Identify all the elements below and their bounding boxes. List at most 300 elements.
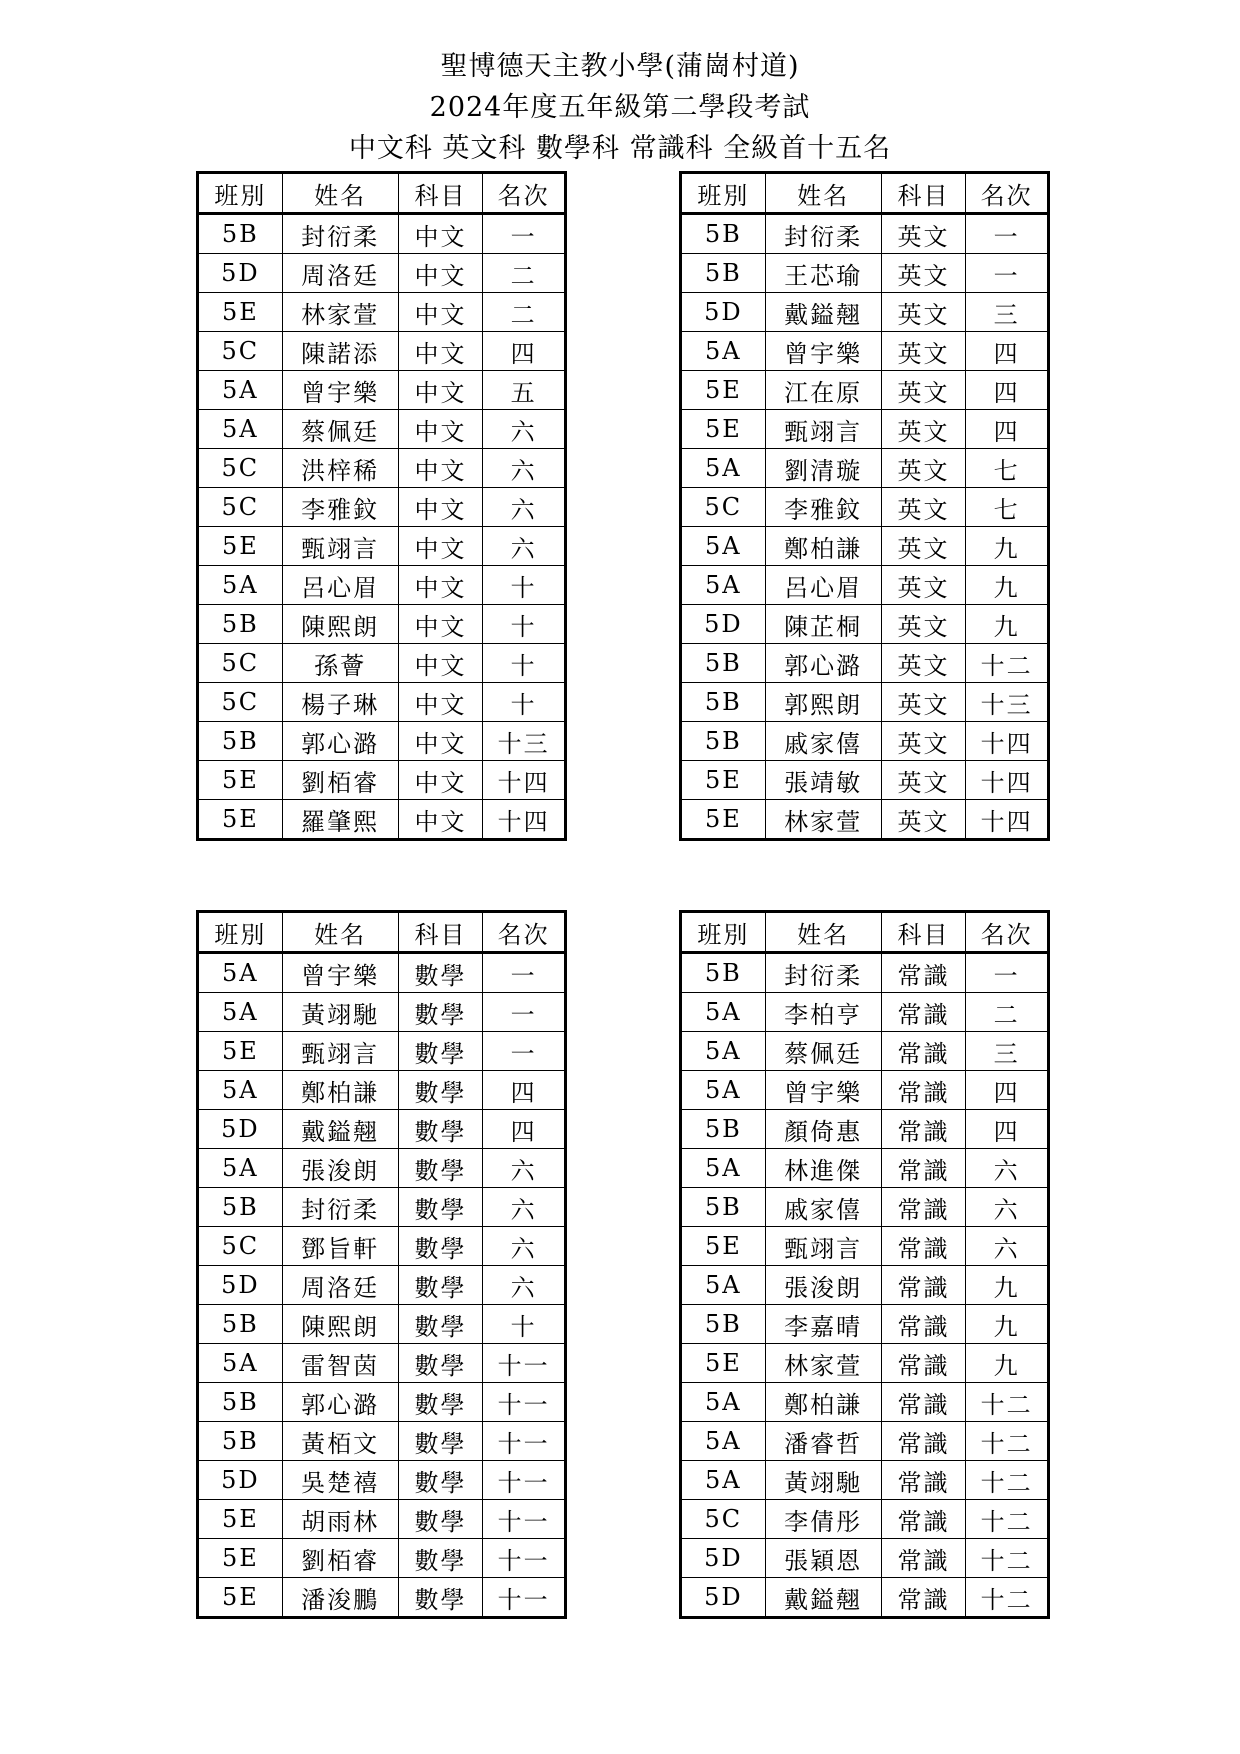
rank-cell: 四 <box>483 1071 566 1110</box>
subject-cell: 英文 <box>881 761 966 800</box>
name-cell: 封衍柔 <box>765 214 881 254</box>
subject-cell: 中文 <box>398 214 483 254</box>
class-cell: 5B <box>681 722 766 761</box>
table-row <box>198 527 566 566</box>
rank-cell: 一 <box>966 953 1049 993</box>
class-cell: 5B <box>681 214 766 254</box>
class-cell: 5A <box>681 332 766 371</box>
class-cell: 5E <box>198 800 283 840</box>
class-cell: 5A <box>681 566 766 605</box>
name-cell: 戚家僖 <box>765 722 881 761</box>
table-row <box>681 1071 1049 1110</box>
column-header: 科目 <box>398 912 483 953</box>
table-row <box>681 683 1049 722</box>
name-cell: 陳熙朗 <box>282 605 398 644</box>
class-cell: 5B <box>681 683 766 722</box>
column-header: 班別 <box>681 912 766 953</box>
class-cell: 5B <box>681 254 766 293</box>
column-header: 名次 <box>483 173 566 214</box>
table-row <box>198 371 566 410</box>
table-row <box>681 1422 1049 1461</box>
name-cell: 顏倚惠 <box>765 1110 881 1149</box>
subject-cell: 常識 <box>881 1461 966 1500</box>
subject-cell: 中文 <box>398 722 483 761</box>
class-cell: 5B <box>681 1305 766 1344</box>
table-row <box>198 254 566 293</box>
class-cell: 5A <box>681 993 766 1032</box>
table-row <box>681 1344 1049 1383</box>
name-cell: 封衍柔 <box>282 214 398 254</box>
rank-cell: 十一 <box>483 1422 566 1461</box>
table-row <box>198 1227 566 1266</box>
subject-cell: 英文 <box>881 605 966 644</box>
rank-cell: 十 <box>483 644 566 683</box>
subject-cell: 英文 <box>881 644 966 683</box>
class-cell: 5D <box>681 293 766 332</box>
class-cell: 5B <box>681 1188 766 1227</box>
english-ranking-table <box>679 171 1050 841</box>
rank-cell: 十三 <box>483 722 566 761</box>
name-cell: 陳諾添 <box>282 332 398 371</box>
table-row <box>198 1383 566 1422</box>
name-cell: 林家萱 <box>765 800 881 840</box>
column-header: 名次 <box>966 173 1049 214</box>
table-row <box>198 449 566 488</box>
name-cell: 楊子琳 <box>282 683 398 722</box>
name-cell: 封衍柔 <box>765 953 881 993</box>
column-header: 名次 <box>483 912 566 953</box>
name-cell: 戴鎰翹 <box>765 293 881 332</box>
rank-cell: 九 <box>966 566 1049 605</box>
rank-cell: 六 <box>483 488 566 527</box>
class-cell: 5C <box>681 488 766 527</box>
subject-cell: 數學 <box>398 1227 483 1266</box>
table-row <box>681 293 1049 332</box>
rank-cell: 十四 <box>483 761 566 800</box>
column-header: 科目 <box>398 173 483 214</box>
class-cell: 5D <box>198 254 283 293</box>
table-row <box>681 644 1049 683</box>
class-cell: 5A <box>198 1149 283 1188</box>
subject-cell: 常識 <box>881 1500 966 1539</box>
subject-cell: 英文 <box>881 214 966 254</box>
class-cell: 5A <box>198 1344 283 1383</box>
subject-cell: 英文 <box>881 683 966 722</box>
class-cell: 5B <box>198 214 283 254</box>
class-cell: 5A <box>198 953 283 993</box>
class-cell: 5D <box>681 1578 766 1618</box>
rank-cell: 十一 <box>483 1461 566 1500</box>
name-cell: 甄翊言 <box>282 527 398 566</box>
subject-cell: 中文 <box>398 605 483 644</box>
class-cell: 5A <box>681 1032 766 1071</box>
class-cell: 5B <box>198 1305 283 1344</box>
table-row <box>198 953 566 993</box>
subject-cell: 常識 <box>881 1227 966 1266</box>
name-cell: 鄧旨軒 <box>282 1227 398 1266</box>
table-row <box>681 1383 1049 1422</box>
subject-cell: 常識 <box>881 1383 966 1422</box>
rank-cell: 十 <box>483 566 566 605</box>
table-row <box>681 1578 1049 1618</box>
rank-cell: 五 <box>483 371 566 410</box>
subject-cell: 數學 <box>398 1578 483 1618</box>
table-row <box>198 1539 566 1578</box>
rank-cell: 四 <box>483 1110 566 1149</box>
subject-cell: 中文 <box>398 371 483 410</box>
subject-cell: 數學 <box>398 1188 483 1227</box>
name-cell: 羅肇熙 <box>282 800 398 840</box>
class-cell: 5A <box>681 1383 766 1422</box>
name-cell: 劉栢睿 <box>282 761 398 800</box>
class-cell: 5C <box>198 449 283 488</box>
table-row <box>681 527 1049 566</box>
table-row <box>198 488 566 527</box>
rank-cell: 十二 <box>966 1383 1049 1422</box>
rank-cell: 一 <box>483 953 566 993</box>
math-ranking-table <box>196 910 567 1619</box>
table-row <box>198 214 566 254</box>
subject-cell: 中文 <box>398 488 483 527</box>
column-header: 名次 <box>966 912 1049 953</box>
name-cell: 張浚朗 <box>282 1149 398 1188</box>
name-cell: 周洛廷 <box>282 1266 398 1305</box>
table-header-row <box>681 912 1049 953</box>
column-header: 姓名 <box>765 173 881 214</box>
name-cell: 曾宇樂 <box>765 1071 881 1110</box>
class-cell: 5B <box>198 1383 283 1422</box>
subject-cell: 數學 <box>398 1305 483 1344</box>
rank-cell: 十 <box>483 605 566 644</box>
table-row <box>681 1032 1049 1071</box>
table-row <box>198 1032 566 1071</box>
rank-cell: 十一 <box>483 1500 566 1539</box>
table-row <box>681 1266 1049 1305</box>
table-row <box>198 566 566 605</box>
rank-cell: 四 <box>966 1110 1049 1149</box>
name-cell: 李雅鈫 <box>765 488 881 527</box>
subject-cell: 常識 <box>881 1266 966 1305</box>
document-header <box>0 46 1240 169</box>
class-cell: 5E <box>198 1500 283 1539</box>
name-cell: 林家萱 <box>282 293 398 332</box>
ranking-subtitle: 中文科 英文科 數學科 常識科 全級首十五名 <box>348 133 892 164</box>
column-header: 班別 <box>198 912 283 953</box>
subject-cell: 常識 <box>881 1110 966 1149</box>
class-cell: 5E <box>198 293 283 332</box>
class-cell: 5C <box>198 332 283 371</box>
name-cell: 郭心潞 <box>282 1383 398 1422</box>
name-cell: 甄翊言 <box>282 1032 398 1071</box>
name-cell: 黃翊馳 <box>765 1461 881 1500</box>
rank-cell: 一 <box>483 1032 566 1071</box>
subject-cell: 常識 <box>881 1578 966 1618</box>
rank-cell: 七 <box>966 488 1049 527</box>
table-row <box>198 993 566 1032</box>
rank-cell: 十三 <box>966 683 1049 722</box>
name-cell: 胡雨林 <box>282 1500 398 1539</box>
name-cell: 張浚朗 <box>765 1266 881 1305</box>
subject-cell: 英文 <box>881 254 966 293</box>
rank-cell: 二 <box>966 993 1049 1032</box>
class-cell: 5A <box>681 1071 766 1110</box>
class-cell: 5B <box>198 1188 283 1227</box>
rank-cell: 六 <box>483 449 566 488</box>
class-cell: 5B <box>198 722 283 761</box>
name-cell: 洪梓稀 <box>282 449 398 488</box>
subject-cell: 常識 <box>881 1149 966 1188</box>
rank-cell: 三 <box>966 1032 1049 1071</box>
table-row <box>198 1422 566 1461</box>
subject-cell: 數學 <box>398 1539 483 1578</box>
column-header: 科目 <box>881 912 966 953</box>
table-row <box>198 1071 566 1110</box>
subject-cell: 中文 <box>398 761 483 800</box>
table-row <box>198 800 566 840</box>
subject-cell: 英文 <box>881 410 966 449</box>
table-row <box>198 1266 566 1305</box>
table-row <box>198 1110 566 1149</box>
subject-cell: 英文 <box>881 566 966 605</box>
rank-cell: 十二 <box>966 1578 1049 1618</box>
class-cell: 5B <box>198 605 283 644</box>
subject-cell: 常識 <box>881 1422 966 1461</box>
rank-cell: 一 <box>483 993 566 1032</box>
rank-cell: 十 <box>483 683 566 722</box>
table-row <box>681 254 1049 293</box>
rank-cell: 十一 <box>483 1578 566 1618</box>
class-cell: 5A <box>198 371 283 410</box>
name-cell: 李倩彤 <box>765 1500 881 1539</box>
subject-cell: 中文 <box>398 527 483 566</box>
subject-cell: 中文 <box>398 566 483 605</box>
rank-cell: 六 <box>483 527 566 566</box>
subject-cell: 英文 <box>881 527 966 566</box>
subject-cell: 英文 <box>881 449 966 488</box>
class-cell: 5D <box>681 1539 766 1578</box>
class-cell: 5A <box>198 1071 283 1110</box>
subject-cell: 中文 <box>398 449 483 488</box>
name-cell: 李柏亨 <box>765 993 881 1032</box>
subject-cell: 英文 <box>881 488 966 527</box>
name-cell: 吳楚禧 <box>282 1461 398 1500</box>
rank-cell: 四 <box>966 1071 1049 1110</box>
class-cell: 5E <box>681 761 766 800</box>
subject-cell: 中文 <box>398 332 483 371</box>
rank-cell: 二 <box>483 254 566 293</box>
table-row <box>681 1305 1049 1344</box>
name-cell: 劉栢睿 <box>282 1539 398 1578</box>
rank-cell: 九 <box>966 1344 1049 1383</box>
subject-cell: 數學 <box>398 1149 483 1188</box>
subject-cell: 常識 <box>881 953 966 993</box>
table-row <box>681 214 1049 254</box>
class-cell: 5A <box>681 1461 766 1500</box>
rank-cell: 三 <box>966 293 1049 332</box>
table-row <box>681 1188 1049 1227</box>
name-cell: 陳熙朗 <box>282 1305 398 1344</box>
class-cell: 5E <box>198 761 283 800</box>
rank-cell: 一 <box>966 254 1049 293</box>
class-cell: 5E <box>681 410 766 449</box>
rank-cell: 九 <box>966 605 1049 644</box>
name-cell: 張穎恩 <box>765 1539 881 1578</box>
table-row <box>681 761 1049 800</box>
class-cell: 5C <box>198 488 283 527</box>
subject-cell: 數學 <box>398 1266 483 1305</box>
column-header: 姓名 <box>282 173 398 214</box>
table-row <box>198 293 566 332</box>
rank-cell: 四 <box>966 410 1049 449</box>
table-row <box>198 1461 566 1500</box>
class-cell: 5E <box>198 1539 283 1578</box>
subject-cell: 英文 <box>881 800 966 840</box>
rank-cell: 一 <box>966 214 1049 254</box>
name-cell: 鄭柏謙 <box>765 1383 881 1422</box>
column-header: 姓名 <box>282 912 398 953</box>
table-header-row <box>681 173 1049 214</box>
name-cell: 江在原 <box>765 371 881 410</box>
name-cell: 黃翊馳 <box>282 993 398 1032</box>
name-cell: 周洛廷 <box>282 254 398 293</box>
subject-cell: 常識 <box>881 1071 966 1110</box>
subject-cell: 英文 <box>881 332 966 371</box>
subject-cell: 常識 <box>881 1188 966 1227</box>
rank-cell: 一 <box>483 214 566 254</box>
class-cell: 5E <box>681 1344 766 1383</box>
rank-cell: 十四 <box>483 800 566 840</box>
rank-cell: 十四 <box>966 761 1049 800</box>
class-cell: 5B <box>681 644 766 683</box>
name-cell: 蔡佩廷 <box>282 410 398 449</box>
name-cell: 曾宇樂 <box>765 332 881 371</box>
class-cell: 5C <box>198 683 283 722</box>
table-row <box>681 605 1049 644</box>
name-cell: 郭心潞 <box>765 644 881 683</box>
table-row <box>681 410 1049 449</box>
table-row <box>198 605 566 644</box>
class-cell: 5E <box>681 371 766 410</box>
class-cell: 5B <box>681 953 766 993</box>
table-row <box>681 488 1049 527</box>
subject-cell: 數學 <box>398 993 483 1032</box>
class-cell: 5E <box>198 1578 283 1618</box>
rank-cell: 六 <box>483 1188 566 1227</box>
table-header-row <box>198 173 566 214</box>
subject-cell: 數學 <box>398 1344 483 1383</box>
rank-cell: 九 <box>966 527 1049 566</box>
name-cell: 鄭柏謙 <box>282 1071 398 1110</box>
subject-cell: 數學 <box>398 1032 483 1071</box>
class-cell: 5D <box>198 1110 283 1149</box>
subject-cell: 英文 <box>881 722 966 761</box>
subject-cell: 數學 <box>398 1461 483 1500</box>
rank-cell: 十二 <box>966 1500 1049 1539</box>
subject-cell: 數學 <box>398 953 483 993</box>
table-row <box>681 1227 1049 1266</box>
name-cell: 郭熙朗 <box>765 683 881 722</box>
table-row <box>198 1188 566 1227</box>
class-cell: 5E <box>198 527 283 566</box>
rank-cell: 十二 <box>966 1422 1049 1461</box>
table-row <box>681 449 1049 488</box>
general-studies-ranking-table <box>679 910 1050 1619</box>
name-cell: 陳芷桐 <box>765 605 881 644</box>
name-cell: 戴鎰翹 <box>282 1110 398 1149</box>
name-cell: 李雅鈫 <box>282 488 398 527</box>
subject-cell: 英文 <box>881 371 966 410</box>
rank-cell: 九 <box>966 1266 1049 1305</box>
column-header: 班別 <box>681 173 766 214</box>
name-cell: 曾宇樂 <box>282 371 398 410</box>
class-cell: 5A <box>681 1266 766 1305</box>
class-cell: 5E <box>681 1227 766 1266</box>
class-cell: 5C <box>198 644 283 683</box>
table-row <box>198 644 566 683</box>
rank-cell: 七 <box>966 449 1049 488</box>
table-row <box>198 761 566 800</box>
name-cell: 甄翊言 <box>765 410 881 449</box>
table-row <box>198 332 566 371</box>
name-cell: 蔡佩廷 <box>765 1032 881 1071</box>
name-cell: 潘睿哲 <box>765 1422 881 1461</box>
rank-cell: 十四 <box>966 800 1049 840</box>
subject-cell: 常識 <box>881 1344 966 1383</box>
subject-cell: 數學 <box>398 1500 483 1539</box>
column-header: 科目 <box>881 173 966 214</box>
rank-cell: 十二 <box>966 644 1049 683</box>
class-cell: 5A <box>198 410 283 449</box>
table-row <box>198 683 566 722</box>
rank-cell: 九 <box>966 1305 1049 1344</box>
class-cell: 5B <box>681 1110 766 1149</box>
name-cell: 黃栢文 <box>282 1422 398 1461</box>
column-header: 班別 <box>198 173 283 214</box>
subject-cell: 中文 <box>398 254 483 293</box>
table-row <box>681 371 1049 410</box>
rank-cell: 十四 <box>966 722 1049 761</box>
subject-cell: 中文 <box>398 293 483 332</box>
table-row <box>681 1461 1049 1500</box>
column-header: 姓名 <box>765 912 881 953</box>
name-cell: 林進傑 <box>765 1149 881 1188</box>
subject-cell: 常識 <box>881 1539 966 1578</box>
class-cell: 5E <box>198 1032 283 1071</box>
rank-cell: 六 <box>483 1266 566 1305</box>
class-cell: 5D <box>681 605 766 644</box>
rank-cell: 四 <box>966 332 1049 371</box>
class-cell: 5B <box>198 1422 283 1461</box>
rank-cell: 六 <box>483 410 566 449</box>
table-row <box>198 1500 566 1539</box>
subject-cell: 數學 <box>398 1071 483 1110</box>
table-row <box>198 1305 566 1344</box>
rank-cell: 二 <box>483 293 566 332</box>
subject-cell: 數學 <box>398 1383 483 1422</box>
name-cell: 郭心潞 <box>282 722 398 761</box>
table-row <box>681 1500 1049 1539</box>
rank-cell: 十 <box>483 1305 566 1344</box>
class-cell: 5E <box>681 800 766 840</box>
name-cell: 呂心眉 <box>765 566 881 605</box>
name-cell: 戴鎰翹 <box>765 1578 881 1618</box>
exam-title: 2024年度五年級第二學段考試 <box>429 92 811 123</box>
table-row <box>681 1149 1049 1188</box>
table-row <box>198 722 566 761</box>
subject-cell: 數學 <box>398 1422 483 1461</box>
subject-cell: 中文 <box>398 644 483 683</box>
table-row <box>681 1110 1049 1149</box>
